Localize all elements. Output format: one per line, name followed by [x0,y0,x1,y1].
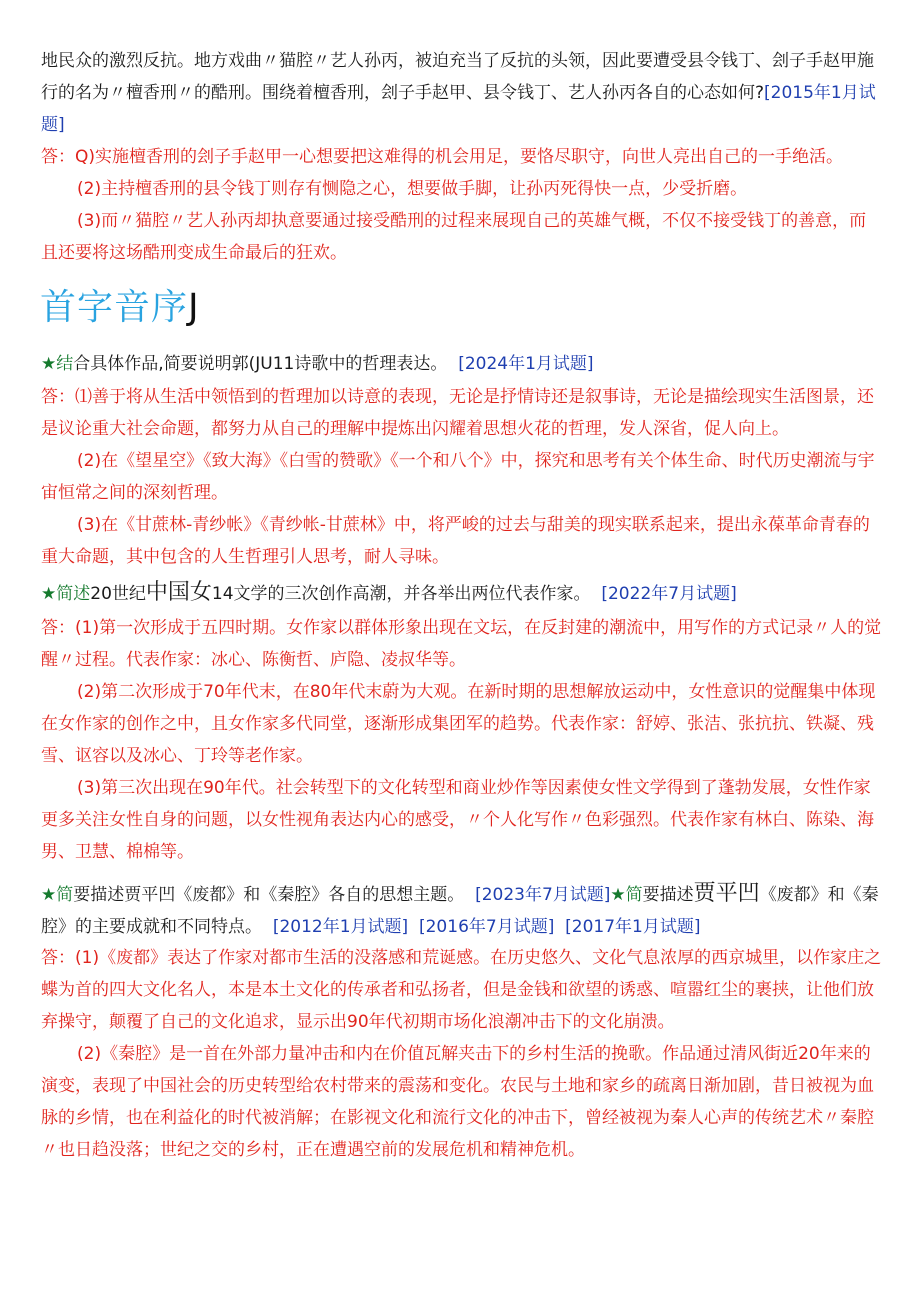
question-text-large: 中国女 [145,580,212,605]
star-marker-icon: ★ [610,885,626,905]
exam-source-tag: [2015年1月试题] [41,83,876,135]
question-lead: 结 [56,354,74,374]
question-女性文学 [41,577,883,610]
question-text: 要描述贾平凹《废都》和《秦腔》各自的思想主题。 [73,885,465,905]
question-贾平凹 [41,878,883,943]
answer-paragraph: 答：(1)第一次形成于五四时期。女作家以群体形象出现在文坛，在反封建的潮流中，用写作的方式记录〃人的觉醒〃过程。代表作家：冰心、陈衡哲、庐隐、凌叔华等。 [41,618,882,670]
answer-paragraph: (3)而〃猫腔〃艺人孙丙却执意要通过接受酷刑的过程来展现自己的英雄气概，不仅不接受钱丁的善意，而且还要将这场酷刑变成生命最后的狂欢。 [41,211,867,263]
exam-source-tag: [2023年7月试题] [475,885,611,905]
exam-source-tag: [2012年1月试题] [272,917,409,937]
answer-paragraph: 答：(1)《废都》表达了作家对都市生活的没落感和荒诞感。在历史悠久、文化气息浓厚的西京城里，以作家庄之蝶为首的四大文化名人，本是本土文化的传承者和弘扬者，但是金钱和欲望的诱惑、喧嚣红尘的裹挟，让他们放弃操守，颠覆了自己的文化追求，显示出90年代初期市场化浪潮冲击下的文化崩溃。 [41,948,882,1032]
question-lead: 简 [625,885,643,905]
answer-paragraph: (2)《秦腔》是一首在外部力量冲击和内在价值瓦解夹击下的乡村生活的挽歌。作品通过清风街近20年来的演变，表现了中国社会的历史转型给农村带来的震荡和变化。农民与土地和家乡的疏离日渐加剧，昔日被视为血脉的乡情，也在利益化的时代被消解；在影视文化和流行文化的冲击下，曾经被视为秦人心声的传统艺术〃秦腔〃也日趋没落；世纪之交的乡村，正在遭遇空前的发展危机和精神危机。 [41,1044,874,1160]
answer-paragraph: (3)在《甘蔗林-青纱帐》《青纱帐-甘蔗林》中，将严峻的过去与甜美的现实联系起来，提出永葆革命青春的重大命题，其中包含的人生哲理引人思考，耐人寻味。 [41,515,870,567]
question-text: 地民众的激烈反抗。地方戏曲〃猫腔〃艺人孙丙，被迫充当了反抗的头领，因此要遭受县令钱丁、刽子手赵甲施行的名为〃檀香刑〃的酷刑。围绕着檀香刑，刽子手赵甲、县令钱丁、艺人孙丙各自的心态如何? [41,51,874,103]
question-text: 20世纪 [90,584,146,604]
heading-text: 首字音序 [40,287,189,328]
question-text: 合具体作品,简要说明郭(JU11诗歌中的哲理表达。 [73,354,448,374]
answer-paragraph: (3)第三次出现在90年代。社会转型下的文化转型和商业炒作等因素使女性文学得到了蓬勃发展，女性作家更多关注女性自身的问题，以女性视角表达内心的感受，〃个人化写作〃色彩强烈。代表作家有林白、陈染、海男、卫慧、棉棉等。 [41,778,874,862]
answer-paragraph: (2)在《望星空》《致大海》《白雪的赞歌》《一个和八个》中，探究和思考有关个体生命、时代历史潮流与宇宙恒常之间的深刻哲理。 [41,451,875,503]
question-檀香刑 [41,45,883,141]
answer-paragraph: 答：⑴善于将从生活中领悟到的哲理加以诗意的表现，无论是抒情诗还是叙事诗，无论是描绘现实生活图景，还是议论重大社会命题，都努力从自己的理解中提炼出闪耀着思想火花的哲理，发人深省，促人向上。 [41,387,874,439]
question-text: 14文学的三次创作高潮，并各举出两位代表作家。 [211,584,591,604]
answer-paragraph: (2)主持檀香刑的县令钱丁则存有恻隐之心，想要做手脚，让孙丙死得快一点，少受折磨。 [77,179,748,199]
question-text: 要描述 [642,885,694,905]
question-郭小川 [41,348,883,380]
heading-letter: J [188,287,200,328]
star-marker-icon: ★ [41,885,57,905]
exam-source-tag: [2024年1月试题] [458,354,594,374]
star-marker-icon: ★ [41,354,57,374]
answer-paragraph: (2)第二次形成于70年代末，在80年代末蔚为大观。在新时期的思想解放运动中，女性意识的觉醒集中体现在女作家的创作之中，且女作家多代同堂，逐渐形成集团军的趋势。代表作家：舒婷、张洁、张抗抗、铁凝、残雪、讴容以及冰心、丁玲等老作家。 [41,682,876,766]
question-lead: 简 [56,885,74,905]
section-heading [40,284,200,332]
exam-source-tag: [2016年7月试题] [418,917,555,937]
question-text: 《废都》和《秦腔》的主要成就和不同特点。 [41,885,879,937]
question-text-large: 贾平凹 [693,881,760,906]
question-lead: 简述 [56,584,91,604]
exam-source-tag: [2017年1月试题] [565,917,701,937]
star-marker-icon: ★ [41,584,57,604]
answer-paragraph: 答：Q)实施檀香刑的刽子手赵甲一心想要把这难得的机会用足，要恪尽职守，向世人亮出自己的一手绝活。 [41,147,844,167]
exam-source-tag: [2022年7月试题] [601,584,737,604]
